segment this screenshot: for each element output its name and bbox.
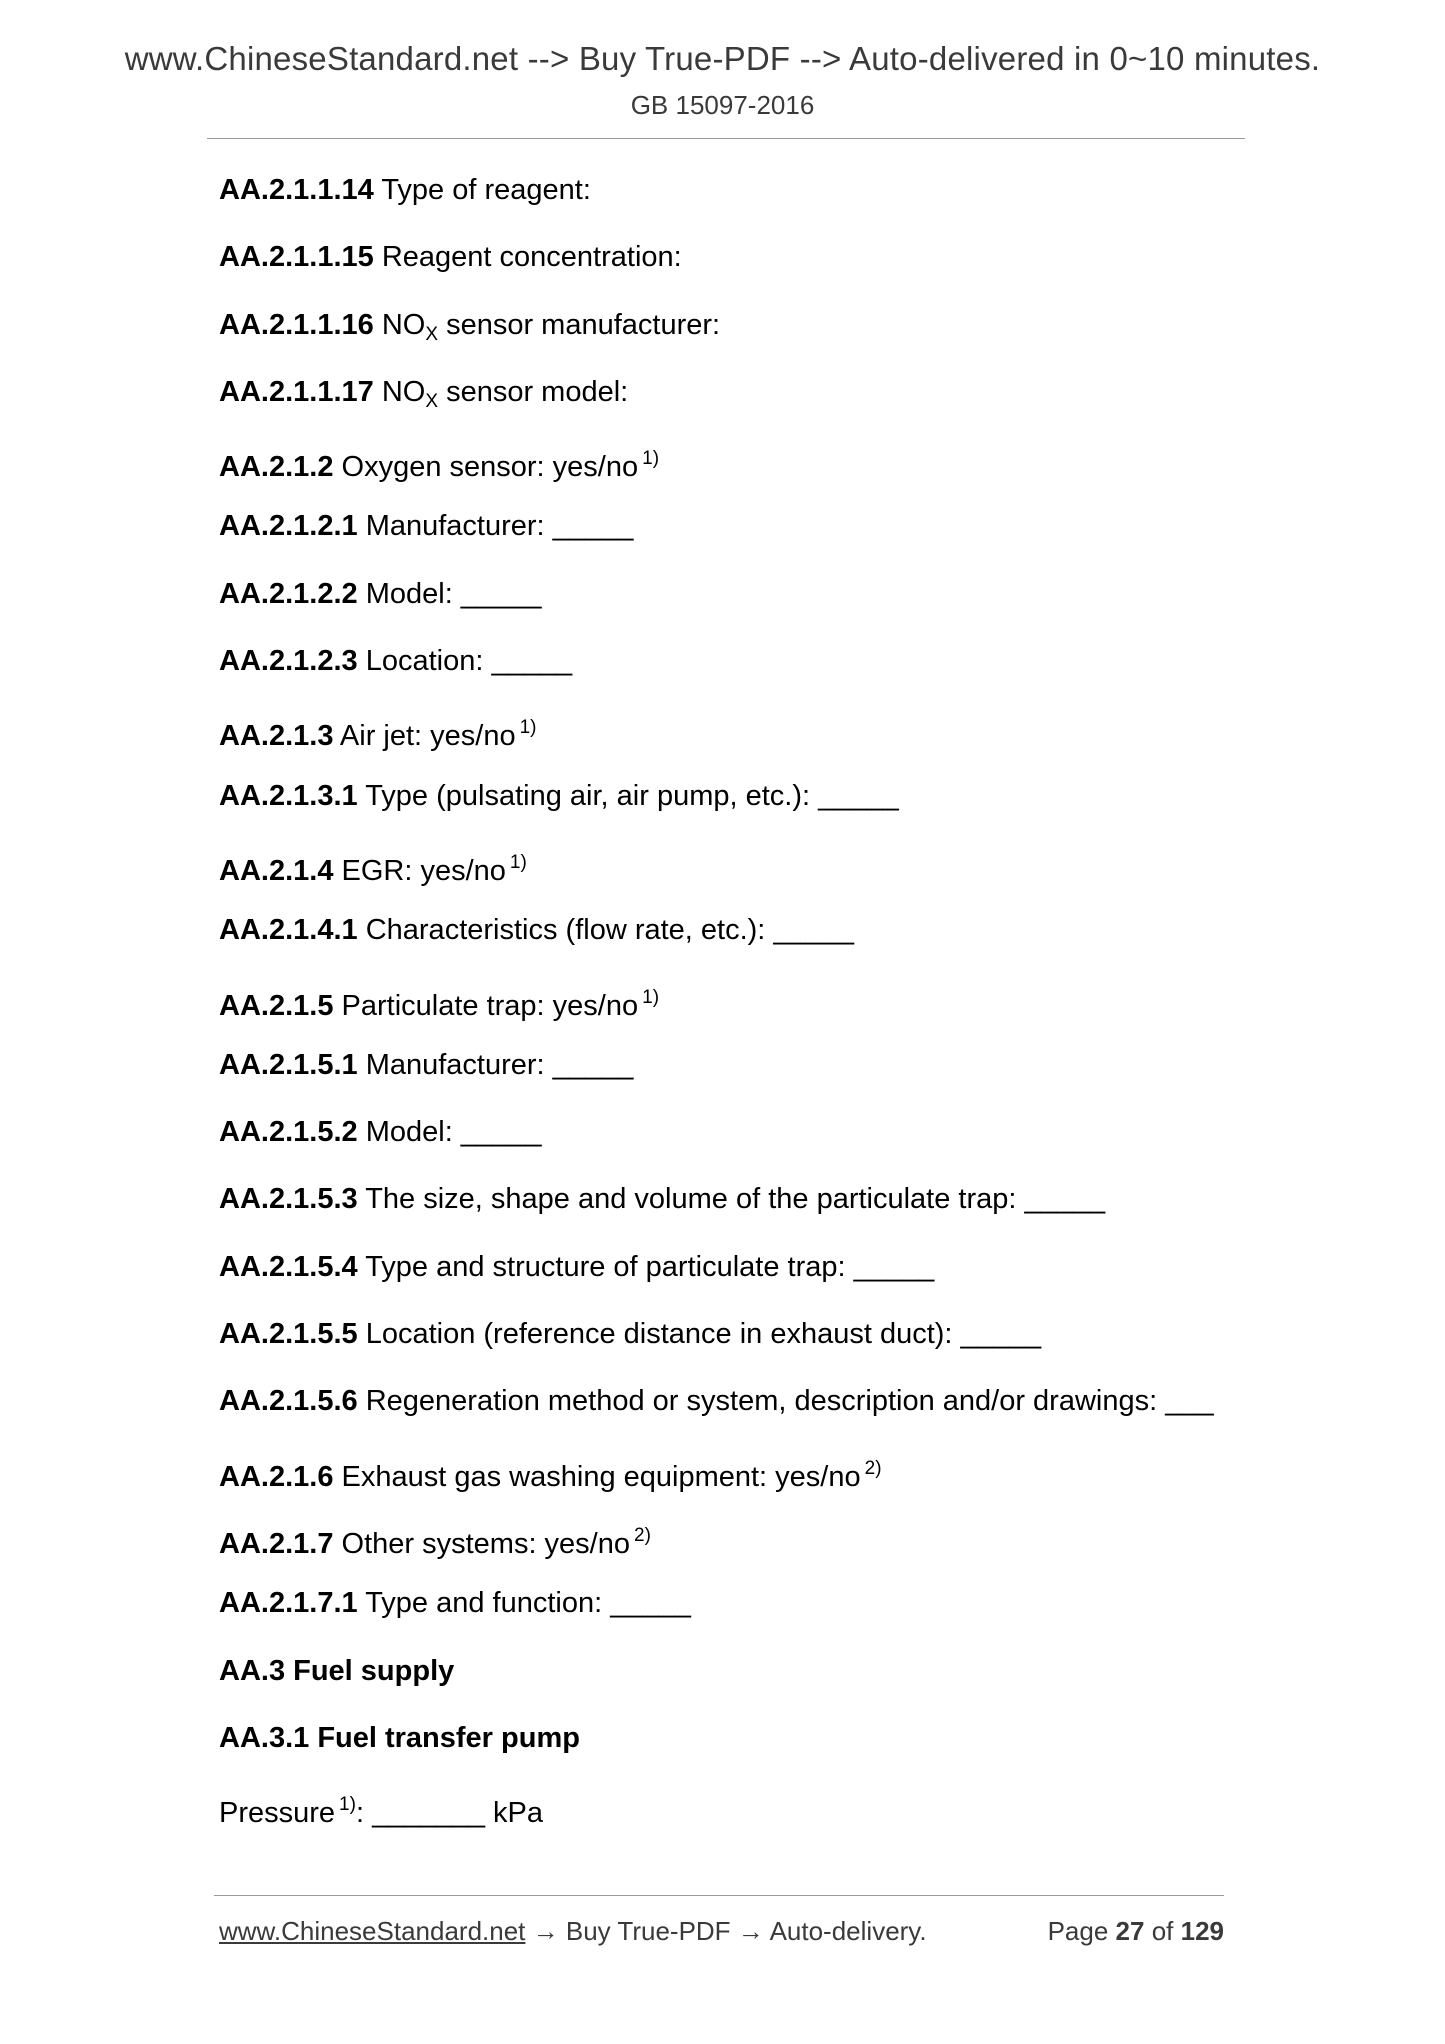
clause-line	[219, 1179, 1229, 1246]
clause-line	[219, 843, 1229, 910]
clause-number: AA.2.1.5	[219, 989, 334, 1022]
page-total: 129	[1180, 1916, 1224, 1946]
clause-number: AA.2.1.1.15	[219, 241, 374, 274]
footnote-mark: 1)	[509, 851, 527, 873]
subscript: X	[425, 323, 439, 345]
clause-text: Type and function: _____	[365, 1587, 691, 1620]
document-id: GB 15097-2016	[630, 90, 815, 120]
clause-text: Oxygen sensor: yes/no	[341, 451, 639, 484]
clause-line	[219, 1381, 1229, 1448]
clause-line	[219, 1516, 1229, 1583]
clause-text: Location (reference distance in exhaust duct): _____	[365, 1318, 1042, 1351]
document-body	[219, 170, 1229, 1852]
footnote-mark: 2)	[634, 1524, 651, 1546]
footnote-mark: 1)	[519, 717, 537, 739]
clause-line	[219, 1583, 1229, 1650]
clause-text: sensor model:	[446, 375, 629, 408]
clause-text: EGR: yes/no	[341, 854, 506, 887]
clause-line	[219, 1112, 1229, 1179]
clause-text: Particulate trap: yes/no	[341, 989, 639, 1022]
footer-site-link[interactable]: www.ChineseStandard.net	[219, 1916, 526, 1946]
clause-number: AA.2.1.3.1	[219, 779, 358, 812]
header-banner: www.ChineseStandard.net --> Buy True-PDF --> Auto-delivered in 0~10 minutes.	[124, 40, 1321, 77]
clause-number: AA.2.1.5.4	[219, 1250, 358, 1283]
clause-line	[219, 641, 1229, 708]
clause-number: AA.2.1.4	[219, 854, 334, 887]
clause-text: Exhaust gas washing equipment: yes/no	[341, 1460, 861, 1493]
clause-number: AA.2.1.2.3	[219, 645, 358, 678]
page-indicator	[1048, 1916, 1224, 1947]
clause-number: AA.2.1.1.16	[219, 308, 374, 341]
footer-tagline: → Buy True-PDF → Auto-delivery.	[525, 1916, 927, 1946]
clause-line	[219, 776, 1229, 843]
clause-line	[219, 708, 1229, 775]
clause-number: AA.2.1.5.1	[219, 1048, 358, 1081]
clause-text: NO	[381, 375, 426, 408]
clause-text: Model: _____	[365, 577, 542, 610]
clause-line	[219, 978, 1229, 1045]
clause-number: AA.2.1.5.5	[219, 1318, 358, 1351]
clause-number: AA.2.1.6	[219, 1460, 334, 1493]
subsection-heading: AA.3.1 Fuel transfer pump	[219, 1721, 580, 1754]
clause-line	[219, 1247, 1229, 1314]
clause-number: AA.2.1.5.3	[219, 1183, 358, 1216]
of-label: of	[1151, 1916, 1174, 1946]
clause-text: The size, shape and volume of the particulate trap: _____	[365, 1183, 1106, 1216]
clause-number: AA.2.1.1.14	[219, 174, 374, 206]
footnote-mark: 2)	[864, 1457, 882, 1479]
clause-line	[219, 1314, 1229, 1381]
pressure-line	[219, 1785, 1229, 1852]
clause-line	[219, 1449, 1229, 1516]
page-label: Page	[1047, 1916, 1109, 1946]
clause-number: AA.2.1.5.2	[219, 1116, 358, 1149]
page-footer	[219, 1916, 1224, 1947]
clause-number: AA.2.1.4.1	[219, 914, 358, 947]
clause-line	[219, 439, 1229, 506]
clause-text: Regeneration method or system, description and/or drawings: ___	[365, 1385, 1214, 1418]
clause-text: Type (pulsating air, air pump, etc.): _____	[365, 779, 899, 812]
clause-text: Reagent concentration:	[381, 241, 682, 274]
clause-text: sensor manufacturer:	[446, 308, 721, 341]
clause-number: AA.2.1.3	[219, 720, 334, 753]
clause-text: NO	[381, 308, 426, 341]
clause-number: AA.2.1.2.1	[219, 510, 358, 543]
page-number: 27	[1115, 1916, 1145, 1946]
footer-divider	[214, 1895, 1224, 1896]
clause-line	[219, 506, 1229, 573]
clause-number: AA.2.1.2.2	[219, 577, 358, 610]
footnote-mark: 1)	[339, 1794, 356, 1816]
clause-text: Characteristics (flow rate, etc.): _____	[365, 914, 855, 947]
clause-text: Manufacturer: _____	[365, 510, 634, 543]
clause-line	[219, 372, 1229, 439]
header-divider	[207, 138, 1245, 139]
clause-text: Other systems: yes/no	[341, 1527, 631, 1560]
clause-text: Type of reagent:	[381, 174, 591, 206]
section-heading: AA.3 Fuel supply	[219, 1654, 455, 1687]
clause-text: Air jet: yes/no	[339, 720, 516, 753]
clause-text: Type and structure of particulate trap: _____	[365, 1250, 935, 1283]
footnote-mark: 1)	[642, 448, 660, 470]
clause-line	[219, 1045, 1229, 1112]
clause-text: Model: _____	[365, 1116, 542, 1149]
clause-number: AA.2.1.5.6	[219, 1385, 358, 1418]
clause-text: Manufacturer: _____	[365, 1048, 634, 1081]
pressure-value: : _______ kPa	[355, 1797, 543, 1830]
clause-line	[219, 237, 1229, 304]
footnote-mark: 1)	[642, 986, 660, 1008]
clause-number: AA.2.1.7.1	[219, 1587, 358, 1620]
clause-line	[219, 170, 1229, 237]
clause-number: AA.2.1.1.17	[219, 375, 374, 408]
subscript: X	[425, 390, 439, 412]
clause-line	[219, 305, 1229, 372]
clause-number: AA.2.1.7	[219, 1527, 334, 1560]
clause-text: Location: _____	[365, 645, 573, 678]
clause-number: AA.2.1.2	[219, 451, 334, 484]
pressure-label: Pressure	[219, 1797, 336, 1830]
clause-line	[219, 574, 1229, 641]
clause-line	[219, 910, 1229, 977]
